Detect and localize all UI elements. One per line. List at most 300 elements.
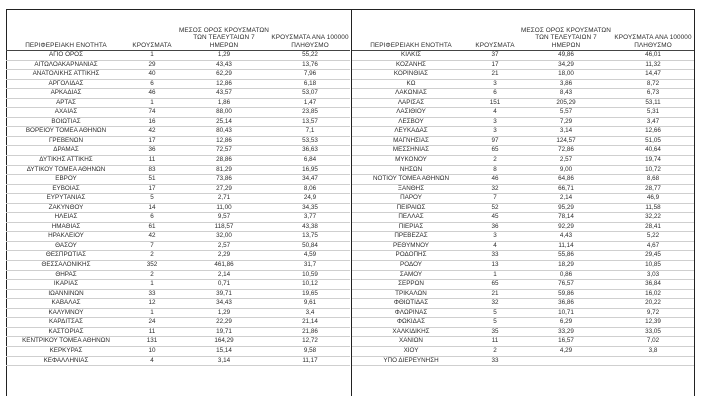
cases-value: 1 bbox=[150, 280, 154, 288]
table-row bbox=[352, 223, 694, 233]
avg-7d-value: 3,14 bbox=[217, 356, 231, 364]
header-avg-line1: ΜΕΣΟΣ ΟΡΟΣ ΚΡΟΥΣΜΑΤΩΝ bbox=[178, 26, 270, 34]
avg-7d-value: 33,29 bbox=[558, 327, 574, 335]
cases-value: 36 bbox=[148, 146, 156, 154]
avg-7d-value: 12,86 bbox=[216, 79, 232, 87]
table-row bbox=[6, 61, 350, 71]
cases-value: 21 bbox=[491, 289, 499, 297]
region-name: ΘΑΣΟΥ bbox=[55, 241, 77, 249]
table-border-right bbox=[694, 9, 695, 396]
per-100k-value: 34,47 bbox=[302, 175, 318, 183]
table-row bbox=[352, 232, 694, 242]
region-name: ΡΕΘΥΜΝΟΥ bbox=[393, 241, 429, 249]
region-name: ΠΑΡΟΥ bbox=[400, 194, 422, 202]
cases-value: 1 bbox=[150, 51, 154, 58]
avg-7d-value: 11,00 bbox=[216, 203, 232, 211]
avg-7d-value: 10,71 bbox=[558, 308, 574, 316]
region-name: ΧΑΝΙΩΝ bbox=[399, 337, 423, 345]
per-100k-value: 10,85 bbox=[645, 261, 661, 269]
avg-7d-value: 2,57 bbox=[217, 241, 231, 249]
per-100k-value: 3,8 bbox=[648, 346, 658, 354]
per-100k-value: 10,72 bbox=[645, 165, 661, 173]
table-row bbox=[352, 80, 694, 90]
per-100k-value: 19,74 bbox=[645, 156, 661, 164]
region-name: ΠΕΙΡΑΙΩΣ bbox=[396, 203, 426, 211]
cases-value: 21 bbox=[491, 70, 499, 78]
header-avg-line3: ΗΜΕΡΩΝ bbox=[551, 41, 581, 49]
per-100k-value bbox=[612, 357, 694, 366]
per-100k-value: 10,59 bbox=[302, 270, 318, 278]
avg-7d-value: 0,71 bbox=[217, 280, 231, 288]
region-name: ΞΑΝΘΗΣ bbox=[397, 184, 425, 192]
per-100k-value: 55,22 bbox=[302, 51, 318, 58]
avg-7d-value: 12,86 bbox=[216, 136, 232, 144]
avg-7d-value: 81,29 bbox=[216, 165, 232, 173]
avg-7d-value: 76,57 bbox=[558, 280, 574, 288]
table-row bbox=[6, 127, 350, 137]
right-table-body bbox=[352, 51, 694, 366]
table-row bbox=[352, 251, 694, 261]
table-row bbox=[6, 80, 350, 90]
avg-7d-value: 36,86 bbox=[558, 299, 574, 307]
cases-value: 46 bbox=[491, 175, 499, 183]
cases-value: 46 bbox=[148, 89, 156, 97]
per-100k-value: 51,05 bbox=[645, 136, 661, 144]
table-row bbox=[6, 89, 350, 99]
region-name: ΙΚΑΡΙΑΣ bbox=[53, 280, 79, 288]
region-name: ΛΑΣΙΘΙΟΥ bbox=[396, 108, 426, 116]
table-row bbox=[6, 223, 350, 233]
cases-value: 33 bbox=[491, 356, 499, 364]
per-100k-value: 34,35 bbox=[302, 203, 318, 211]
region-name: ΧΑΛΚΙΔΙΚΗΣ bbox=[392, 327, 430, 335]
cases-value: 65 bbox=[491, 280, 499, 288]
avg-7d-value: 461,86 bbox=[214, 261, 234, 269]
region-name: ΠΕΛΛΑΣ bbox=[398, 213, 424, 221]
region-name: ΑΙΤΩΛΟΑΚΑΡΝΑΝΙΑΣ bbox=[34, 60, 98, 68]
per-100k-value: 6,73 bbox=[646, 89, 660, 97]
table-row bbox=[352, 137, 694, 147]
region-name: ΣΕΡΡΩΝ bbox=[398, 280, 424, 288]
cases-value: 17 bbox=[148, 184, 156, 192]
table-row bbox=[352, 51, 694, 61]
per-100k-value: 12,66 bbox=[645, 127, 661, 135]
region-name: ΡΟΔΟΠΗΣ bbox=[395, 251, 427, 259]
per-100k-value: 21,14 bbox=[302, 318, 318, 326]
table-row bbox=[352, 156, 694, 166]
per-100k-value: 29,45 bbox=[645, 251, 661, 259]
avg-7d-value: 205,29 bbox=[556, 98, 576, 106]
per-100k-value: 5,31 bbox=[646, 108, 660, 116]
table-row bbox=[6, 51, 350, 61]
region-name: ΚΕΦΑΛΛΗΝΙΑΣ bbox=[43, 356, 89, 364]
table-row bbox=[6, 108, 350, 118]
per-100k-value: 33,05 bbox=[645, 327, 661, 335]
table-row bbox=[352, 204, 694, 214]
cases-value: 4 bbox=[493, 108, 497, 116]
cases-value: 2 bbox=[493, 156, 497, 164]
region-name: ΖΑΚΥΝΘΟΥ bbox=[48, 203, 84, 211]
table-row bbox=[352, 166, 694, 176]
cases-value: 97 bbox=[491, 136, 499, 144]
header-avg-line1: ΜΕΣΟΣ ΟΡΟΣ ΚΡΟΥΣΜΑΤΩΝ bbox=[520, 26, 612, 34]
region-name: ΕΥΡΥΤΑΝΙΑΣ bbox=[46, 194, 86, 202]
cases-value: 2 bbox=[150, 251, 154, 259]
avg-7d-value: 1,29 bbox=[217, 51, 231, 58]
per-100k-value: 13,76 bbox=[302, 60, 318, 68]
region-name: ΜΑΓΝΗΣΙΑΣ bbox=[393, 136, 429, 144]
per-100k-value: 7,02 bbox=[646, 337, 660, 345]
region-name: ΚΑΡΔΙΤΣΑΣ bbox=[49, 318, 83, 326]
per-100k-value: 40,64 bbox=[645, 146, 661, 154]
table-row bbox=[6, 299, 350, 309]
cases-value: 52 bbox=[491, 203, 499, 211]
cases-value: 40 bbox=[148, 70, 156, 78]
left-table bbox=[6, 22, 350, 366]
table-row bbox=[352, 118, 694, 128]
region-name: ΦΩΚΙΔΑΣ bbox=[397, 318, 425, 326]
region-name: ΒΟΡΕΙΟΥ ΤΟΜΕΑ ΑΘΗΝΩΝ bbox=[25, 127, 107, 135]
header-cases: ΚΡΟΥΣΜΑΤΑ bbox=[132, 41, 172, 49]
cases-value: 1 bbox=[493, 270, 497, 278]
avg-7d-value: 9,57 bbox=[217, 213, 231, 221]
right-table bbox=[352, 22, 694, 366]
region-name: ΑΓΙΟ ΟΡΟΣ bbox=[49, 51, 83, 58]
avg-7d-value: 6,29 bbox=[559, 318, 573, 326]
table-row bbox=[352, 194, 694, 204]
per-100k-value: 50,84 bbox=[302, 241, 318, 249]
cases-value: 74 bbox=[148, 108, 156, 116]
region-name: ΑΧΑΪΑΣ bbox=[54, 108, 78, 116]
cases-value: 42 bbox=[148, 232, 156, 240]
avg-7d-value: 27,29 bbox=[216, 184, 232, 192]
cases-value: 1 bbox=[150, 98, 154, 106]
avg-7d-value: 72,86 bbox=[558, 146, 574, 154]
region-name: ΑΡΚΑΔΙΑΣ bbox=[50, 89, 82, 97]
per-100k-value: 6,84 bbox=[303, 156, 317, 164]
region-name: ΜΕΣΣΗΝΙΑΣ bbox=[392, 146, 430, 154]
avg-7d-value: 11,14 bbox=[558, 241, 574, 249]
right-header-row bbox=[352, 22, 694, 51]
per-100k-value: 36,84 bbox=[645, 280, 661, 288]
region-name: ΚΙΛΚΙΣ bbox=[401, 51, 421, 58]
region-name: ΠΡΕΒΕΖΑΣ bbox=[394, 232, 428, 240]
avg-7d-value: 39,71 bbox=[216, 289, 232, 297]
cases-value: 6 bbox=[493, 89, 497, 97]
table-row bbox=[352, 242, 694, 252]
table-row bbox=[6, 337, 350, 347]
per-100k-value: 8,06 bbox=[303, 184, 317, 192]
table-row bbox=[352, 108, 694, 118]
per-100k-value: 9,58 bbox=[303, 346, 317, 354]
table-row bbox=[352, 70, 694, 80]
region-name: ΕΥΒΟΙΑΣ bbox=[52, 184, 80, 192]
table-row bbox=[352, 328, 694, 338]
cases-value: 33 bbox=[491, 251, 499, 259]
table-row bbox=[352, 213, 694, 223]
avg-7d-value: 2,71 bbox=[217, 194, 231, 202]
cases-value: 4 bbox=[493, 241, 497, 249]
per-100k-value: 11,58 bbox=[645, 203, 661, 211]
table-row bbox=[352, 271, 694, 281]
avg-7d-value: 9,00 bbox=[559, 165, 573, 173]
region-name: ΛΑΚΩΝΙΑΣ bbox=[395, 89, 427, 97]
avg-7d-value: 2,57 bbox=[559, 156, 573, 164]
region-name: ΔΡΑΜΑΣ bbox=[53, 146, 79, 154]
per-100k-value: 7,96 bbox=[303, 70, 317, 78]
per-100k-value: 8,72 bbox=[646, 79, 660, 87]
table-row bbox=[352, 127, 694, 137]
region-name: ΗΜΑΘΙΑΣ bbox=[51, 222, 81, 230]
region-name: ΑΡΓΟΛΙΔΑΣ bbox=[48, 79, 84, 87]
avg-7d-value: 34,43 bbox=[216, 299, 232, 307]
per-100k-value: 3,03 bbox=[646, 270, 660, 278]
region-name: ΙΩΑΝΝΙΝΩΝ bbox=[48, 289, 84, 297]
cases-value: 14 bbox=[148, 203, 156, 211]
cases-value: 37 bbox=[491, 51, 499, 58]
cases-value: 7 bbox=[150, 241, 154, 249]
per-100k-value: 28,41 bbox=[645, 222, 661, 230]
cases-value: 83 bbox=[148, 165, 156, 173]
avg-7d-value: 22,29 bbox=[216, 318, 232, 326]
table-row bbox=[352, 347, 694, 357]
avg-7d-value: 72,57 bbox=[216, 146, 232, 154]
table-row bbox=[6, 271, 350, 281]
table-row bbox=[352, 309, 694, 319]
header-region: ΠΕΡΙΦΕΡΕΙΑΚΗ ΕΝΟΤΗΤΑ bbox=[25, 41, 107, 49]
per-100k-value: 46,9 bbox=[646, 194, 660, 202]
cases-value: 5 bbox=[493, 318, 497, 326]
table-row bbox=[6, 185, 350, 195]
avg-7d-value: 92,29 bbox=[558, 222, 574, 230]
avg-7d-value: 73,86 bbox=[216, 175, 232, 183]
cases-value: 61 bbox=[148, 222, 156, 230]
region-name: ΚΑΛΥΜΝΟΥ bbox=[48, 308, 84, 316]
table-row bbox=[352, 61, 694, 71]
region-name: ΚΩ bbox=[406, 79, 416, 87]
cases-value: 3 bbox=[493, 79, 497, 87]
avg-7d-value: 62,29 bbox=[216, 70, 232, 78]
header-cases: ΚΡΟΥΣΜΑΤΑ bbox=[475, 41, 515, 49]
cases-value: 3 bbox=[493, 232, 497, 240]
cases-value: 11 bbox=[491, 337, 499, 345]
per-100k-value: 12,72 bbox=[302, 337, 318, 345]
cases-value: 2 bbox=[150, 270, 154, 278]
table-row bbox=[6, 99, 350, 109]
per-100k-value: 6,18 bbox=[303, 79, 317, 87]
cases-value: 16 bbox=[148, 117, 156, 125]
table-row bbox=[6, 175, 350, 185]
cases-value: 10 bbox=[148, 346, 156, 354]
cases-value: 45 bbox=[491, 213, 499, 221]
table-row bbox=[6, 232, 350, 242]
cases-value: 42 bbox=[148, 127, 156, 135]
region-name: ΘΕΣΠΡΩΤΙΑΣ bbox=[45, 251, 87, 259]
cases-value: 12 bbox=[148, 299, 156, 307]
cases-value: 11 bbox=[148, 156, 156, 164]
header-per100k-line2: ΠΛΗΘΥΣΜΟ bbox=[634, 41, 672, 49]
avg-7d-value: 55,86 bbox=[558, 251, 574, 259]
table-row bbox=[6, 328, 350, 338]
table-row bbox=[352, 337, 694, 347]
table-row bbox=[6, 280, 350, 290]
table-row bbox=[352, 146, 694, 156]
per-100k-value: 43,38 bbox=[302, 222, 318, 230]
region-name: ΘΕΣΣΑΛΟΝΙΚΗΣ bbox=[41, 261, 91, 269]
header-avg-7d bbox=[520, 27, 612, 49]
per-100k-value: 24,9 bbox=[303, 194, 317, 202]
per-100k-value: 9,61 bbox=[303, 299, 317, 307]
region-name: ΝΗΣΩΝ bbox=[399, 165, 423, 173]
region-name: ΚΟΖΑΝΗΣ bbox=[396, 60, 426, 68]
avg-7d-value: 3,14 bbox=[559, 127, 573, 135]
avg-7d-value: 49,86 bbox=[558, 51, 574, 58]
region-name: ΗΡΑΚΛΕΙΟΥ bbox=[48, 232, 84, 240]
avg-7d-value: 4,29 bbox=[559, 346, 573, 354]
avg-7d-value: 43,43 bbox=[216, 60, 232, 68]
table-row bbox=[352, 280, 694, 290]
header-per-100k bbox=[612, 34, 694, 49]
region-name: ΛΕΥΚΑΔΑΣ bbox=[394, 127, 428, 135]
region-name: ΛΕΣΒΟΥ bbox=[398, 117, 424, 125]
cases-value: 17 bbox=[148, 136, 156, 144]
cases-value: 6 bbox=[150, 79, 154, 87]
header-region: ΠΕΡΙΦΕΡΕΙΑΚΗ ΕΝΟΤΗΤΑ bbox=[370, 41, 452, 49]
region-name: ΑΝΑΤΟΛΙΚΗΣ ΑΤΤΙΚΗΣ bbox=[32, 70, 100, 78]
per-100k-value: 13,75 bbox=[302, 232, 318, 240]
table-row bbox=[6, 357, 350, 367]
region-name: ΔΥΤΙΚΗΣ ΑΤΤΙΚΗΣ bbox=[39, 156, 93, 164]
avg-7d-value: 64,86 bbox=[558, 175, 574, 183]
per-100k-value: 46,01 bbox=[645, 51, 661, 58]
cases-value: 5 bbox=[150, 194, 154, 202]
table-row bbox=[352, 99, 694, 109]
header-avg-line2: ΤΩΝ ΤΕΛΕΥΤΑΙΩΝ 7 bbox=[193, 34, 255, 42]
region-name: ΘΗΡΑΣ bbox=[55, 270, 77, 278]
per-100k-value: 32,22 bbox=[645, 213, 661, 221]
left-table-body bbox=[6, 51, 350, 366]
per-100k-value: 16,95 bbox=[302, 165, 318, 173]
avg-7d-value: 2,29 bbox=[217, 251, 231, 259]
avg-7d-value: 2,14 bbox=[559, 194, 573, 202]
table-row bbox=[6, 347, 350, 357]
per-100k-value: 21,86 bbox=[302, 327, 318, 335]
per-100k-value: 53,53 bbox=[302, 136, 318, 144]
per-100k-value: 3,77 bbox=[303, 213, 317, 221]
per-100k-value: 1,47 bbox=[303, 98, 317, 106]
avg-7d-value: 95,29 bbox=[558, 203, 574, 211]
table-row bbox=[6, 261, 350, 271]
left-header-row bbox=[6, 22, 350, 51]
table-row bbox=[6, 70, 350, 80]
table-row bbox=[6, 146, 350, 156]
cases-value: 3 bbox=[493, 127, 497, 135]
table-row bbox=[6, 194, 350, 204]
avg-7d-value: 8,43 bbox=[559, 89, 573, 97]
cases-value: 352 bbox=[146, 261, 158, 269]
region-name: ΚΕΡΚΥΡΑΣ bbox=[49, 346, 83, 354]
header-per100k-line2: ΠΛΗΘΥΣΜΟ bbox=[291, 41, 329, 49]
avg-7d-value: 78,14 bbox=[558, 213, 574, 221]
per-100k-value: 12,39 bbox=[645, 318, 661, 326]
avg-7d-value: 2,14 bbox=[217, 270, 231, 278]
avg-7d-value: 28,86 bbox=[216, 156, 232, 164]
avg-7d-value: 80,43 bbox=[216, 127, 232, 135]
table-row bbox=[6, 166, 350, 176]
avg-7d-value: 66,71 bbox=[558, 184, 574, 192]
table-row bbox=[6, 251, 350, 261]
per-100k-value: 9,72 bbox=[646, 308, 660, 316]
table-row bbox=[6, 290, 350, 300]
region-name: ΚΑΒΑΛΑΣ bbox=[51, 299, 81, 307]
header-per100k-line1: ΚΡΟΥΣΜΑΤΑ ΑΝΑ 100000 bbox=[614, 34, 692, 42]
region-name: ΣΑΜΟΥ bbox=[399, 270, 423, 278]
per-100k-value: 4,67 bbox=[646, 241, 660, 249]
per-100k-value: 3,4 bbox=[305, 308, 315, 316]
table-row bbox=[352, 299, 694, 309]
region-name: ΕΒΡΟΥ bbox=[55, 175, 77, 183]
table-row bbox=[352, 175, 694, 185]
per-100k-value: 53,07 bbox=[302, 89, 318, 97]
region-name: ΚΑΣΤΟΡΙΑΣ bbox=[48, 327, 84, 335]
avg-7d-value: 118,57 bbox=[214, 222, 234, 230]
cases-value: 8 bbox=[493, 165, 497, 173]
region-name: ΦΘΙΩΤΙΔΑΣ bbox=[393, 299, 429, 307]
per-100k-value: 16,02 bbox=[645, 289, 661, 297]
avg-7d-value: 4,43 bbox=[559, 232, 573, 240]
region-name: ΤΡΙΚΑΛΩΝ bbox=[395, 289, 427, 297]
region-name: ΛΑΡΙΣΑΣ bbox=[397, 98, 425, 106]
cases-value: 7 bbox=[493, 194, 497, 202]
per-100k-value: 23,85 bbox=[302, 108, 318, 116]
per-100k-value: 20,22 bbox=[645, 299, 661, 307]
cases-value: 65 bbox=[491, 146, 499, 154]
table-row bbox=[352, 318, 694, 328]
table-row bbox=[352, 185, 694, 195]
region-name: ΡΟΔΟΥ bbox=[400, 261, 422, 269]
cases-value: 32 bbox=[491, 299, 499, 307]
region-name: ΚΕΝΤΡΙΚΟΥ ΤΟΜΕΑ ΑΘΗΝΩΝ bbox=[22, 337, 110, 345]
table-row bbox=[6, 213, 350, 223]
table-row bbox=[6, 156, 350, 166]
region-name: ΔΥΤΙΚΟΥ ΤΟΜΕΑ ΑΘΗΝΩΝ bbox=[26, 165, 106, 173]
region-name: ΚΟΡΙΝΘΙΑΣ bbox=[393, 70, 429, 78]
cases-value: 51 bbox=[148, 175, 156, 183]
avg-7d-value bbox=[520, 357, 612, 366]
avg-7d-value: 25,14 bbox=[216, 117, 232, 125]
cases-value: 131 bbox=[146, 337, 158, 345]
avg-7d-value: 34,29 bbox=[558, 60, 574, 68]
avg-7d-value: 1,29 bbox=[217, 308, 231, 316]
avg-7d-value: 164,29 bbox=[214, 337, 234, 345]
avg-7d-value: 0,86 bbox=[559, 270, 573, 278]
per-100k-value: 10,12 bbox=[302, 280, 318, 288]
cases-value: 24 bbox=[148, 318, 156, 326]
region-name: ΠΙΕΡΙΑΣ bbox=[398, 222, 424, 230]
table-row bbox=[352, 89, 694, 99]
cases-value: 3 bbox=[493, 117, 497, 125]
table-row bbox=[6, 118, 350, 128]
per-100k-value: 53,11 bbox=[645, 98, 661, 106]
per-100k-value: 28,77 bbox=[645, 184, 661, 192]
header-avg-line2: ΤΩΝ ΤΕΛΕΥΤΑΙΩΝ 7 bbox=[535, 34, 597, 42]
cases-value: 4 bbox=[150, 356, 154, 364]
header-per-100k bbox=[270, 34, 350, 49]
header-avg-line3: ΗΜΕΡΩΝ bbox=[209, 41, 239, 49]
region-name: ΧΙΟΥ bbox=[403, 346, 419, 354]
region-name: ΒΟΙΩΤΙΑΣ bbox=[51, 117, 81, 125]
avg-7d-value: 88,00 bbox=[216, 108, 232, 116]
